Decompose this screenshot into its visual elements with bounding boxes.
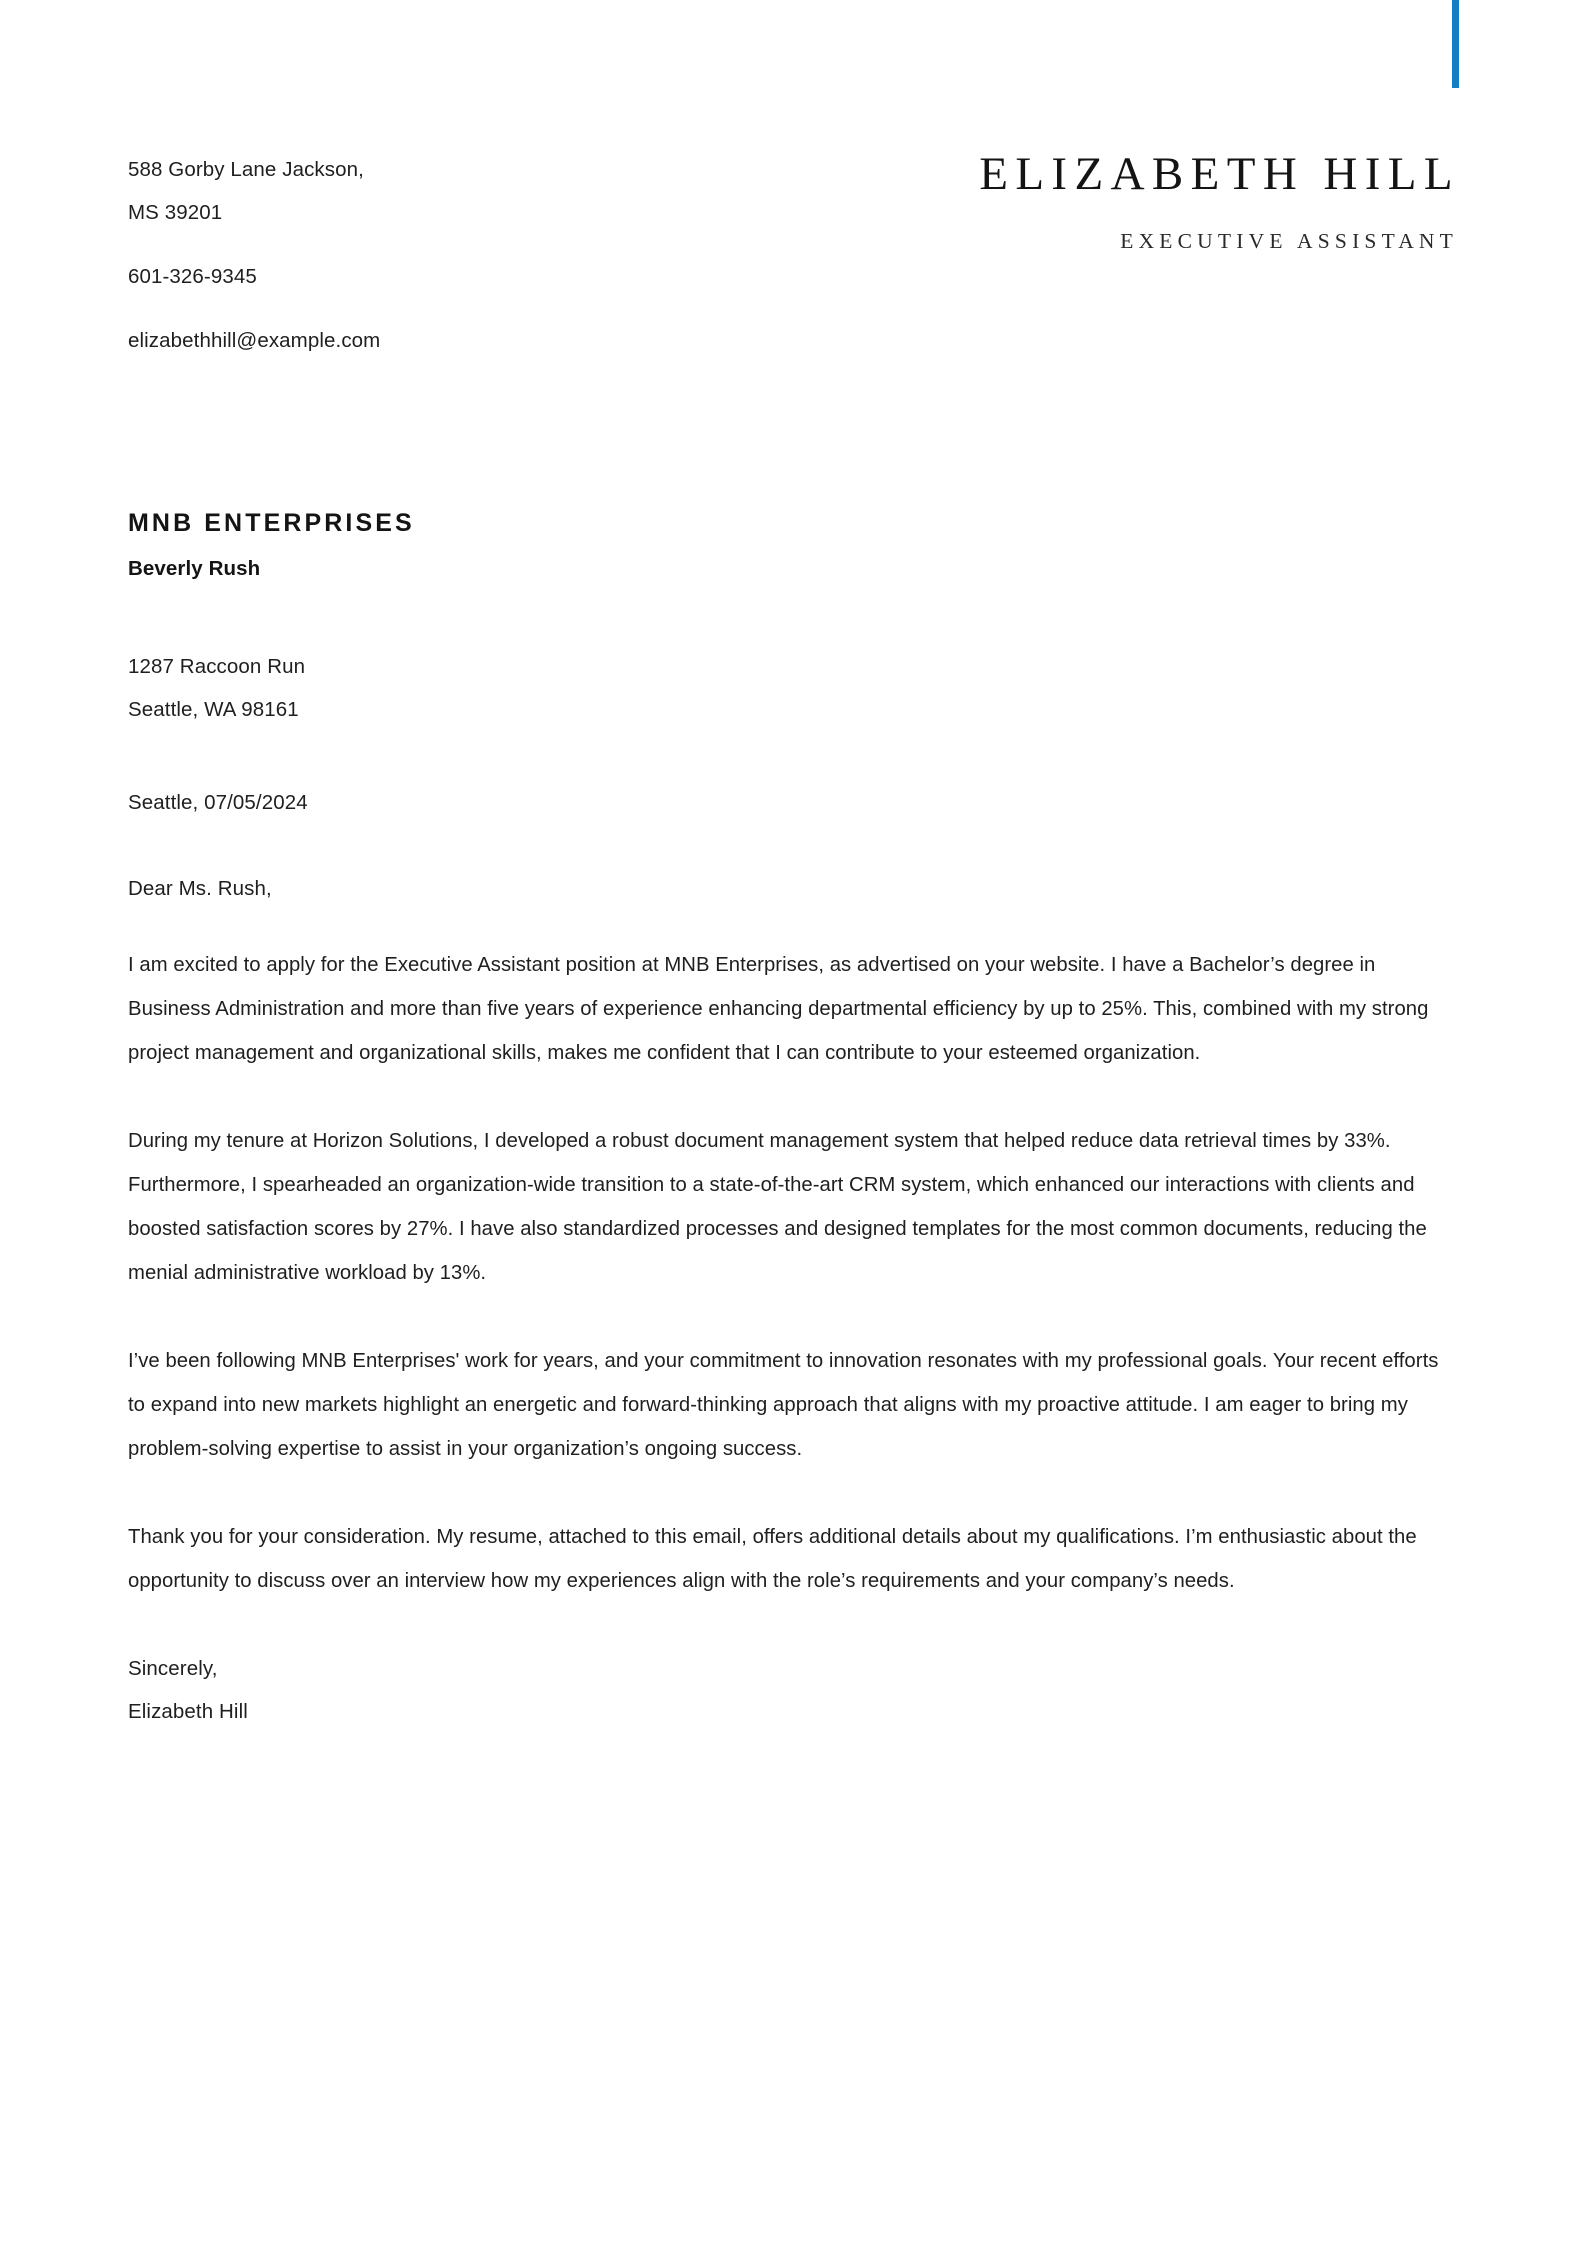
letter-header [128, 0, 1460, 362]
body-paragraph: I am excited to apply for the Executive Assistant position at MNB Enterprises, as advertised on your website. I have a Bachelor’s degree in Business Administration and more than five years of experience enhancing departmental efficiency by up to 25%. This, combined with my strong project management and organizational skills, makes me confident that I can contribute to your esteemed organization. [128, 954, 1429, 1064]
job-title: EXECUTIVE ASSISTANT [1120, 229, 1458, 254]
body-paragraph: I’ve been following MNB Enterprises' work for years, and your commitment to innovation resonates with my professional goals. Your recent efforts to expand into new markets highlight an energetic and forward-thinking approach that aligns with my proactive attitude. I am eager to bring my problem-solving expertise to assist in your organization’s ongoing success. [128, 1350, 1439, 1460]
sender-phone: 601-326-9345 [128, 265, 257, 288]
recipient-block [128, 508, 1460, 731]
date-line: Seattle, 07/05/2024 [128, 791, 308, 814]
recipient-address-line-2: Seattle, WA 98161 [128, 698, 299, 721]
sender-contact-block [128, 148, 688, 362]
sign-off: Sincerely, [128, 1657, 218, 1680]
sender-spacer-2 [128, 298, 688, 319]
signature-name: Elizabeth Hill [128, 1700, 248, 1723]
sender-spacer-1 [128, 234, 688, 255]
recipient-address-line-1: 1287 Raccoon Run [128, 655, 306, 678]
body-paragraph: Thank you for your consideration. My resume, attached to this email, offers additional details about my qualifications. I’m enthusiastic about the opportunity to discuss over an interview how my experiences align with the role’s requirements and your company’s needs. [128, 1526, 1417, 1592]
recipient-address [128, 645, 1460, 731]
sender-address-line-1: 588 Gorby Lane Jackson, [128, 158, 364, 181]
sender-email: elizabethhill@example.com [128, 329, 381, 352]
page-title: ELIZABETH HILL [979, 148, 1460, 200]
sender-address-line-2: MS 39201 [128, 201, 223, 224]
recipient-company: MNB ENTERPRISES [128, 509, 415, 537]
letter-body [128, 943, 1460, 1603]
identity-block [688, 148, 1460, 254]
recipient-contact-name: Beverly Rush [128, 557, 261, 580]
body-paragraph: During my tenure at Horizon Solutions, I developed a robust document management system that helped reduce data retrieval times by 33%. Furthermore, I spearheaded an organization-wide transition to a state-of-the-art CRM system, which enhanced our interactions with clients and boosted satisfaction scores by 27%. I have also standardized processes and designed templates for the most common documents, reducing the menial administrative workload by 13%. [128, 1130, 1427, 1284]
letter-closing [128, 1647, 1460, 1733]
salutation: Dear Ms. Rush, [128, 877, 272, 900]
